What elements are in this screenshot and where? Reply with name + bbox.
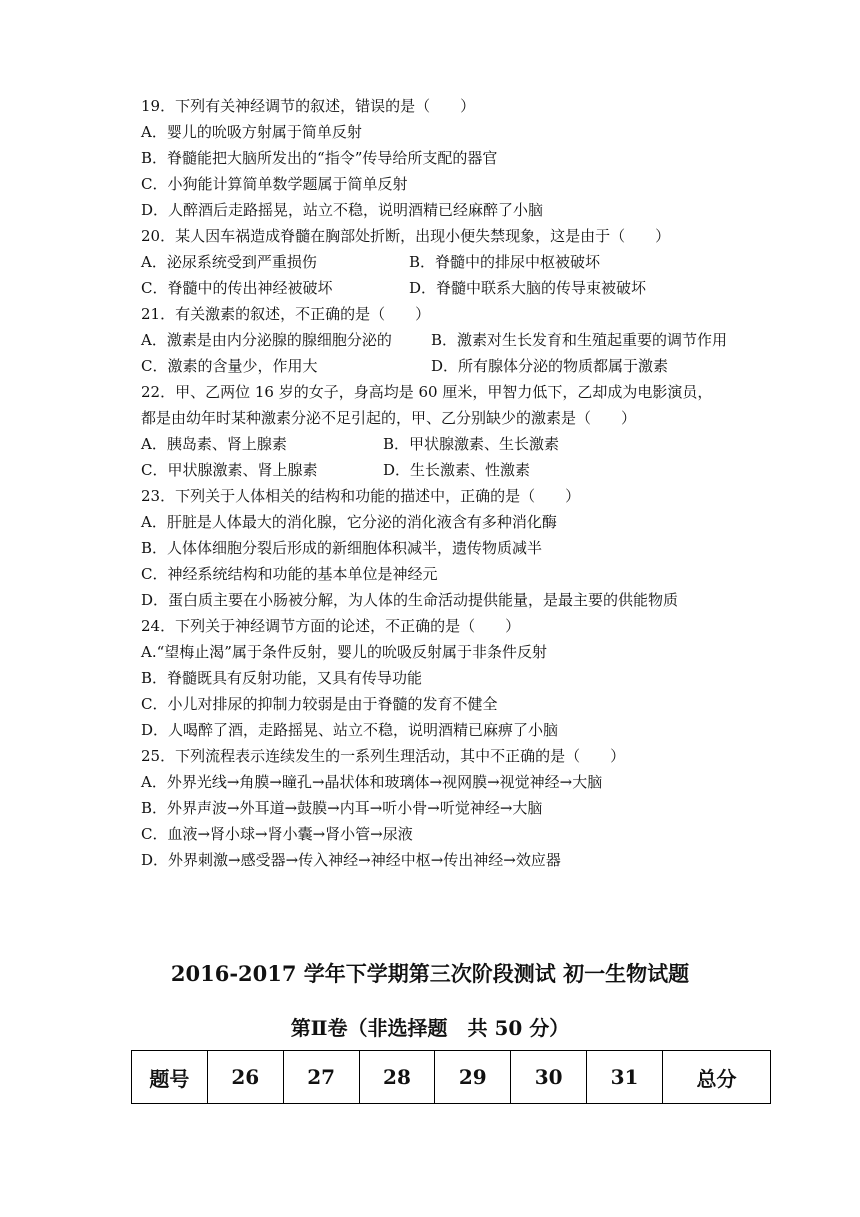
question-21-stem: 21．有关激素的叙述，不正确的是（ ） <box>141 305 431 323</box>
question-19-option-d: D．人醉酒后走路摇晃，站立不稳，说明酒精已经麻醉了小脑 <box>141 201 544 219</box>
score-cell-total: 总分 <box>663 1051 771 1104</box>
score-table-row <box>132 1051 771 1104</box>
question-21-options-row-1 <box>141 327 781 353</box>
score-cell-30: 30 <box>511 1051 587 1104</box>
question-20-stem: 20．某人因车祸造成脊髓在胸部处折断，出现小便失禁现象，这是由于（ ） <box>141 227 671 245</box>
question-21-option-c: C．激素的含量少，作用大 <box>141 357 318 375</box>
question-25-option-d: D．外界刺激→感受器→传入神经→神经中枢→传出神经→效应器 <box>141 851 561 869</box>
question-25-option-b: B．外界声波→外耳道→鼓膜→内耳→听小骨→听觉神经→大脑 <box>141 799 543 817</box>
question-24-stem: 24．下列关于神经调节方面的论述，不正确的是（ ） <box>141 617 521 635</box>
question-25-stem: 25．下列流程表示连续发生的一系列生理活动，其中不正确的是（ ） <box>141 747 626 765</box>
section-title: 第Ⅱ卷（非选择题 共 50 分） <box>290 1016 570 1040</box>
exam-title: 2016-2017 学年下学期第三次阶段测试 初一生物试题 <box>170 961 690 986</box>
score-cell-26: 26 <box>207 1051 283 1104</box>
score-cell-label: 题号 <box>132 1051 208 1104</box>
question-19-stem: 19．下列有关神经调节的叙述，错误的是（ ） <box>141 97 476 115</box>
question-21-options-row-2 <box>141 353 781 379</box>
question-24-option-b: B．脊髓既具有反射功能，又具有传导功能 <box>141 669 423 687</box>
question-21-option-d: D．所有腺体分泌的物质都属于激素 <box>431 357 669 375</box>
question-list <box>141 93 781 873</box>
question-22-options-row-2 <box>141 457 781 483</box>
question-25-option-c: C．血液→肾小球→肾小囊→肾小管→尿液 <box>141 825 413 843</box>
score-cell-29: 29 <box>435 1051 511 1104</box>
question-22-stem: 22．甲、乙两位 16 岁的女子，身高均是 60 厘米，甲智力低下，乙却成为电影演员， <box>141 383 713 401</box>
score-cell-28: 28 <box>359 1051 435 1104</box>
question-19-option-c: C．小狗能计算简单数学题属于简单反射 <box>141 175 408 193</box>
question-24-option-c: C．小儿对排尿的抑制力较弱是由于脊髓的发育不健全 <box>141 695 498 713</box>
question-22-option-b: B．甲状腺激素、生长激素 <box>383 435 560 453</box>
score-table <box>131 1050 771 1104</box>
question-22-options-row-1 <box>141 431 781 457</box>
question-20-option-a: A．泌尿系统受到严重损伤 <box>141 253 317 271</box>
question-20-option-b: B．脊髓中的排尿中枢被破坏 <box>409 253 601 271</box>
question-22-option-a: A．胰岛素、肾上腺素 <box>141 435 287 453</box>
question-19-option-a: A．婴儿的吮吸方射属于简单反射 <box>141 123 362 141</box>
question-23-option-b: B．人体体细胞分裂后形成的新细胞体积减半，遗传物质减半 <box>141 539 543 557</box>
score-cell-27: 27 <box>283 1051 359 1104</box>
question-20-options-row-2 <box>141 275 781 301</box>
question-24-option-a: A.“望梅止渴”属于条件反射，婴儿的吮吸反射属于非条件反射 <box>141 643 547 661</box>
question-25-option-a: A．外界光线→角膜→瞳孔→晶状体和玻璃体→视网膜→视觉神经→大脑 <box>141 773 603 791</box>
question-19-option-b: B．脊髓能把大脑所发出的“指令”传导给所支配的器官 <box>141 149 498 167</box>
score-cell-31: 31 <box>587 1051 663 1104</box>
question-23-option-d: D．蛋白质主要在小肠被分解，为人体的生命活动提供能量，是最主要的供能物质 <box>141 591 679 609</box>
question-23-option-c: C．神经系统结构和功能的基本单位是神经元 <box>141 565 438 583</box>
question-20-option-d: D．脊髓中联系大脑的传导束被破坏 <box>409 279 647 297</box>
question-20-options-row-1 <box>141 249 781 275</box>
question-22-option-c: C．甲状腺激素、肾上腺素 <box>141 461 318 479</box>
question-24-option-d: D．人喝醉了酒，走路摇晃、站立不稳，说明酒精已麻痹了小脑 <box>141 721 559 739</box>
question-22-option-d: D．生长激素、性激素 <box>383 461 531 479</box>
question-23-option-a: A．肝脏是人体最大的消化腺，它分泌的消化液含有多种消化酶 <box>141 513 557 531</box>
question-21-option-a: A．激素是由内分泌腺的腺细胞分泌的 <box>141 331 392 349</box>
question-23-stem: 23．下列关于人体相关的结构和功能的描述中，正确的是（ ） <box>141 487 581 505</box>
question-21-option-b: B．激素对生长发育和生殖起重要的调节作用 <box>431 331 728 349</box>
question-20-option-c: C．脊髓中的传出神经被破坏 <box>141 279 333 297</box>
question-22-stem-continued: 都是由幼年时某种激素分泌不足引起的，甲、乙分别缺少的激素是（ ） <box>141 409 637 427</box>
